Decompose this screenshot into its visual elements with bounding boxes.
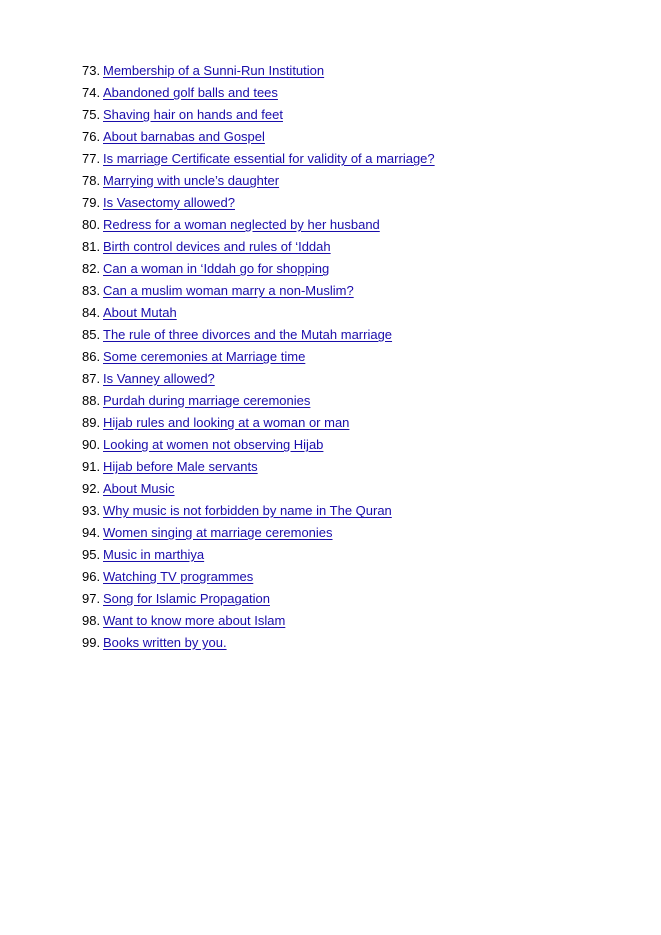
list-item	[82, 436, 435, 458]
toc-link[interactable]: Why music is not forbidden by name in The Quran	[103, 503, 392, 518]
list-item	[82, 106, 435, 128]
list-item	[82, 238, 435, 260]
list-item	[82, 84, 435, 106]
list-item-number: 80.	[82, 217, 101, 232]
list-item-number: 73.	[82, 63, 101, 78]
toc-link[interactable]: Shaving hair on hands and feet	[103, 107, 283, 122]
list-item	[82, 590, 435, 612]
list-item-number: 75.	[82, 107, 101, 122]
list-item-number: 78.	[82, 173, 101, 188]
list-item	[82, 634, 435, 656]
list-item	[82, 414, 435, 436]
list-item-number: 90.	[82, 437, 101, 452]
table-of-contents	[82, 62, 435, 656]
list-item	[82, 568, 435, 590]
list-item-number: 79.	[82, 195, 101, 210]
toc-link[interactable]: Purdah during marriage ceremonies	[103, 393, 311, 408]
list-item-number: 81.	[82, 239, 101, 254]
list-item-number: 95.	[82, 547, 101, 562]
list-item-number: 93.	[82, 503, 101, 518]
list-item-number: 98.	[82, 613, 101, 628]
list-item	[82, 546, 435, 568]
toc-link[interactable]: Hijab rules and looking at a woman or man	[103, 415, 350, 430]
list-item-number: 76.	[82, 129, 101, 144]
toc-link[interactable]: Books written by you.	[103, 635, 227, 650]
toc-link[interactable]: Song for Islamic Propagation	[103, 591, 270, 606]
list-item-number: 97.	[82, 591, 101, 606]
list-item	[82, 502, 435, 524]
list-item-number: 87.	[82, 371, 101, 386]
list-item-number: 92.	[82, 481, 101, 496]
list-item	[82, 458, 435, 480]
list-item	[82, 216, 435, 238]
list-item	[82, 370, 435, 392]
toc-link[interactable]: About Mutah	[103, 305, 177, 320]
toc-link[interactable]: Music in marthiya	[103, 547, 205, 562]
toc-link[interactable]: Abandoned golf balls and tees	[103, 85, 278, 100]
list-item	[82, 612, 435, 634]
list-item-number: 96.	[82, 569, 101, 584]
list-item-number: 77.	[82, 151, 101, 166]
list-item-number: 84.	[82, 305, 101, 320]
toc-link[interactable]: About Music	[103, 481, 175, 496]
list-item	[82, 392, 435, 414]
list-item-number: 85.	[82, 327, 101, 342]
toc-link[interactable]: Redress for a woman neglected by her husband	[103, 217, 380, 232]
list-item	[82, 480, 435, 502]
list-item	[82, 282, 435, 304]
toc-link[interactable]: Watching TV programmes	[103, 569, 254, 584]
list-item	[82, 326, 435, 348]
list-item	[82, 260, 435, 282]
list-item	[82, 128, 435, 150]
list-item-number: 94.	[82, 525, 101, 540]
toc-link[interactable]: The rule of three divorces and the Mutah marriage	[103, 327, 393, 342]
toc-link[interactable]: Membership of a Sunni-Run Institution	[103, 63, 325, 78]
list-item-number: 99.	[82, 635, 101, 650]
toc-link[interactable]: Birth control devices and rules of ‘Iddah	[103, 239, 331, 254]
list-item-number: 89.	[82, 415, 101, 430]
toc-link[interactable]: Is Vanney allowed?	[103, 371, 215, 386]
list-item	[82, 172, 435, 194]
toc-link[interactable]: Looking at women not observing Hijab	[103, 437, 324, 452]
toc-link[interactable]: About barnabas and Gospel	[103, 129, 265, 144]
list-item	[82, 348, 435, 370]
toc-link[interactable]: Women singing at marriage ceremonies	[103, 525, 333, 540]
list-item	[82, 524, 435, 546]
toc-link[interactable]: Is Vasectomy allowed?	[103, 195, 235, 210]
toc-link[interactable]: Some ceremonies at Marriage time	[103, 349, 306, 364]
list-item-number: 74.	[82, 85, 101, 100]
list-item-number: 86.	[82, 349, 101, 364]
list-item-number: 91.	[82, 459, 101, 474]
list-item-number: 83.	[82, 283, 101, 298]
toc-link[interactable]: Is marriage Certificate essential for validity of a marriage?	[103, 151, 435, 166]
toc-link[interactable]: Can a muslim woman marry a non-Muslim?	[103, 283, 354, 298]
list-item-number: 88.	[82, 393, 101, 408]
list-item	[82, 194, 435, 216]
list-item	[82, 150, 435, 172]
toc-link[interactable]: Can a woman in ‘Iddah go for shopping	[103, 261, 330, 276]
toc-link[interactable]: Want to know more about Islam	[103, 613, 286, 628]
list-item	[82, 304, 435, 326]
toc-link[interactable]: Hijab before Male servants	[103, 459, 258, 474]
list-item	[82, 62, 435, 84]
list-item-number: 82.	[82, 261, 101, 276]
toc-link[interactable]: Marrying with uncle’s daughter	[103, 173, 280, 188]
